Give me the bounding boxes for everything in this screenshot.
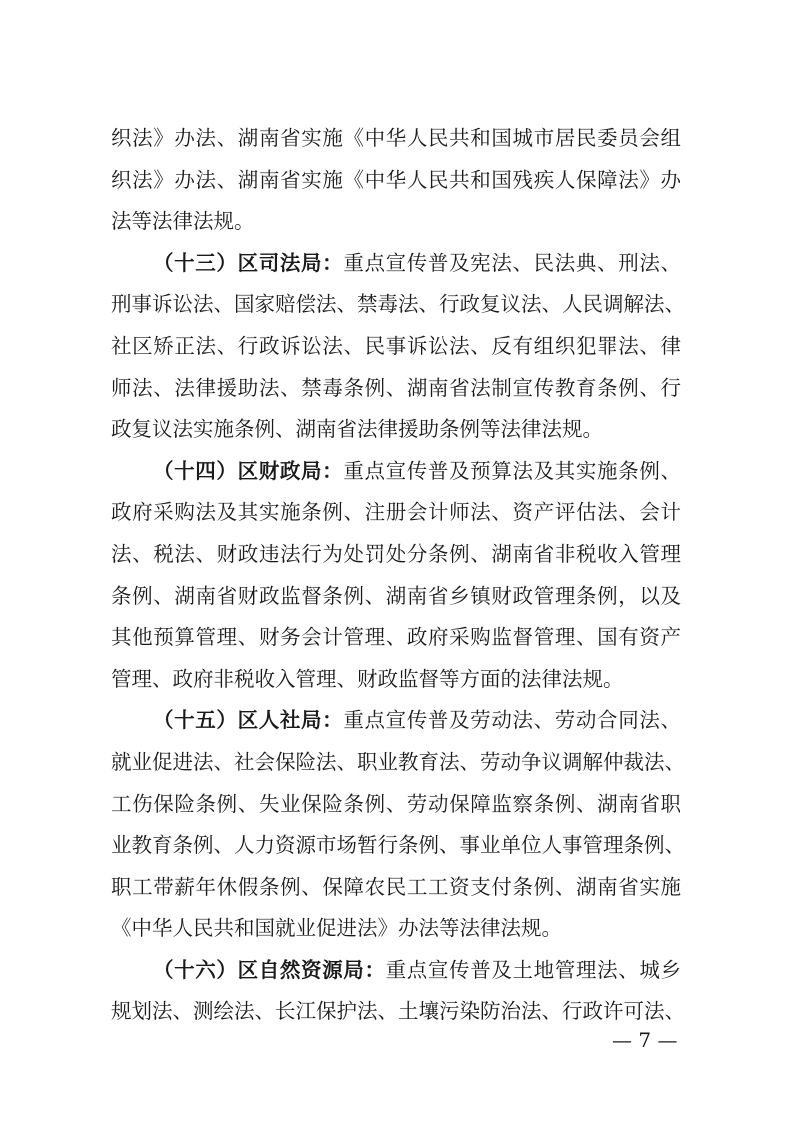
text-line: 业教育条例、人力资源市场暂行条例、事业单位人事管理条例、: [111, 833, 685, 858]
text-span: 重点宣传普及土地管理法、城乡: [385, 957, 682, 982]
text-line: 法等法律法规。: [111, 209, 255, 234]
paragraph-2: [111, 243, 685, 451]
section-heading: （十四）区财政局：: [153, 458, 344, 483]
text-line: 管理、政府非税收入管理、财政监督等方面的法律法规。: [111, 666, 624, 691]
text-line: 师法、法律援助法、禁毒条例、湖南省法制宣传教育条例、行: [111, 375, 681, 400]
text-line: [111, 243, 681, 285]
text-line: [111, 700, 681, 742]
paragraph-3: [111, 451, 681, 701]
text-span: 重点宣传普及宪法、民法典、刑法、: [343, 250, 681, 275]
text-line: 工伤保险条例、失业保险条例、劳动保障监察条例、湖南省职: [111, 791, 681, 816]
paragraph-1: [111, 118, 681, 243]
document-body: [111, 118, 685, 1033]
section-heading: （十六）区自然资源局：: [153, 957, 386, 982]
text-line: 规划法、测绘法、长江保护法、土壤污染防治法、行政许可法、: [111, 999, 685, 1024]
text-line: 政复议法实施条例、湖南省法律援助条例等法律法规。: [111, 417, 603, 442]
text-line: 织法》办法、湖南省实施《中华人民共和国残疾人保障法》办: [111, 167, 681, 192]
text-line: 法、税法、财政违法行为处罚处分条例、湖南省非税收入管理: [111, 541, 681, 566]
text-span: 重点宣传普及劳动法、劳动合同法、: [343, 708, 681, 733]
text-line: 刑事诉讼法、国家赔偿法、禁毒法、行政复议法、人民调解法、: [111, 292, 685, 317]
paragraph-5: [111, 950, 685, 1033]
page-number: — 7 —: [612, 1028, 678, 1052]
text-span: 重点宣传普及预算法及其实施条例、: [343, 458, 681, 483]
text-line: 《中华人民共和国就业促进法》办法等法律法规。: [111, 916, 562, 941]
text-line: 职工带薪年休假条例、保障农民工工资支付条例、湖南省实施: [111, 874, 681, 899]
text-line: 就业促进法、社会保险法、职业教育法、劳动争议调解仲裁法、: [111, 749, 685, 774]
section-heading: （十三）区司法局：: [153, 250, 344, 275]
section-heading: （十五）区人社局：: [153, 708, 344, 733]
text-line: 其他预算管理、财务会计管理、政府采购监督管理、国有资产: [111, 625, 681, 650]
text-line: 条例、湖南省财政监督条例、湖南省乡镇财政管理条例，以及: [111, 583, 681, 608]
text-line: 社区矫正法、行政诉讼法、民事诉讼法、反有组织犯罪法、律: [111, 333, 681, 358]
text-line: 织法》办法、湖南省实施《中华人民共和国城市居民委员会组: [111, 126, 681, 150]
paragraph-4: [111, 700, 685, 950]
text-line: [111, 451, 681, 493]
text-line: [111, 950, 681, 992]
text-line: 政府采购法及其实施条例、注册会计师法、资产评估法、会计: [111, 500, 681, 525]
